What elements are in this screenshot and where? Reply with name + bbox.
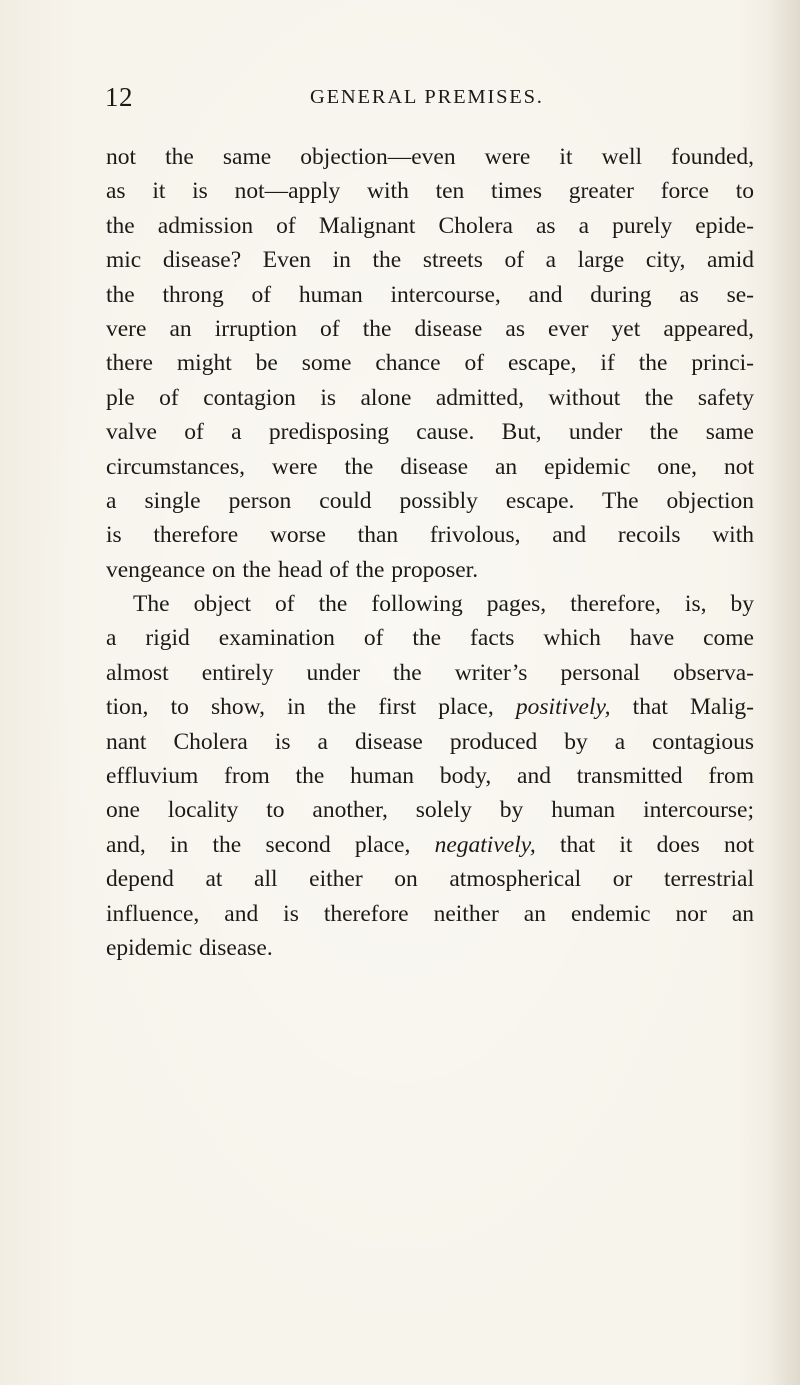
text-line-with-italic <box>106 690 754 724</box>
text-line: effluvium from the human body, and transmitted from <box>106 763 754 790</box>
text-line: there might be some chance of escape, if the princi- <box>106 350 754 377</box>
paragraph-end-line: epidemic disease. <box>106 934 273 961</box>
text-line: ple of contagion is alone admitted, without the safety <box>106 384 754 411</box>
paragraph-start-line: The object of the following pages, therefore, is, by <box>133 591 754 618</box>
text-line: nant Cholera is a disease produced by a contagious <box>106 728 754 755</box>
text-segment: and, in the second place, <box>106 831 435 858</box>
running-head <box>105 82 745 116</box>
text-line: the throng of human intercourse, and during as se- <box>106 281 754 308</box>
italic-emphasis: positively, <box>515 694 611 721</box>
text-line: circumstances, were the disease an epidemic one, not <box>106 453 754 480</box>
text-segment: tion, to show, in the first place, <box>106 694 516 721</box>
text-line: the admission of Malignant Cholera as a purely epide- <box>106 212 754 239</box>
body-text <box>106 140 754 965</box>
text-line: not the same objection—even were it well founded, <box>106 144 754 170</box>
text-line: one locality to another, solely by human intercourse; <box>106 797 754 824</box>
text-line: vere an irruption of the disease as ever yet appeared, <box>106 315 754 342</box>
text-line: is therefore worse than frivolous, and recoils with <box>106 522 754 549</box>
text-line: almost entirely under the writer’s personal observa- <box>106 659 754 686</box>
page-number: 12 <box>105 82 133 112</box>
italic-emphasis: negatively, <box>434 831 536 858</box>
text-line: valve of a predisposing cause. But, under the same <box>106 419 754 446</box>
text-line-with-italic <box>106 828 754 862</box>
text-segment: that Malig- <box>610 694 754 721</box>
paragraph-end-line: vengeance on the head of the proposer. <box>106 556 479 583</box>
running-head-title: GENERAL PREMISES. <box>310 86 544 108</box>
text-line: influence, and is therefore neither an endemic nor an <box>106 900 754 927</box>
text-line: a single person could possibly escape. The objection <box>106 487 754 514</box>
text-segment: that it does not <box>535 831 755 858</box>
text-line: as it is not—apply with ten times greater force to <box>106 178 754 205</box>
page-edge-shading <box>770 0 800 1385</box>
text-line: depend at all either on atmospherical or terrestrial <box>106 866 754 893</box>
text-line: a rigid examination of the facts which have come <box>106 625 754 652</box>
text-line: mic disease? Even in the streets of a large city, amid <box>106 247 754 274</box>
